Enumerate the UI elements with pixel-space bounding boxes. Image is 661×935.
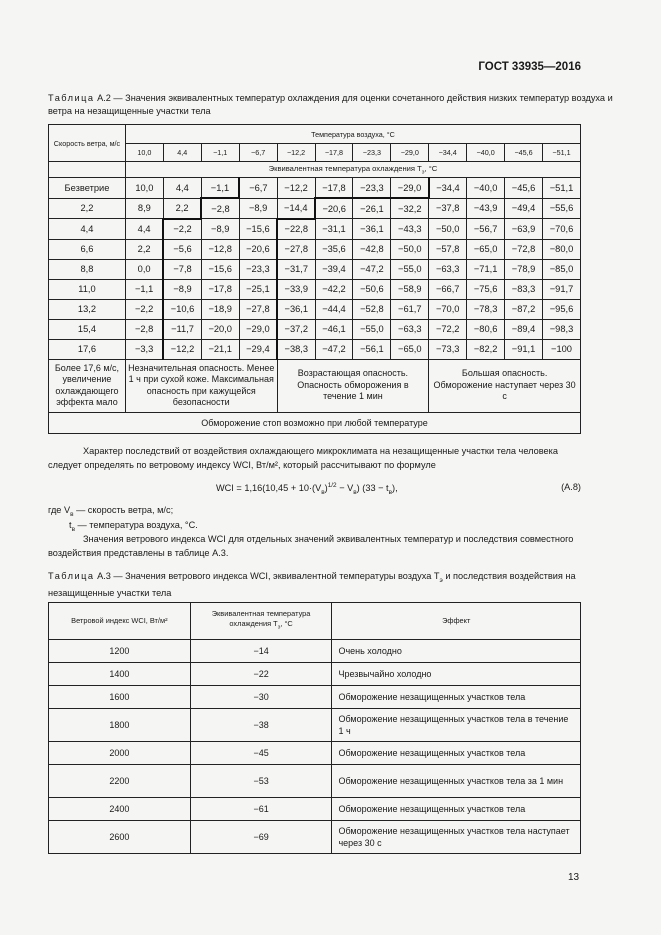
equiv-temp-cell: −85,0	[542, 259, 580, 279]
equiv-temp-cell: −87,2	[505, 299, 543, 319]
equiv-temp-cell: −80,6	[467, 319, 505, 339]
equiv-temp-cell: −12,2	[277, 178, 315, 199]
wci-header: Ветровой индекс WCI, Вт/м²	[49, 603, 191, 640]
effect-cell: Обморожение незащищенных участков тела наступает через 30 с	[332, 821, 581, 854]
page-number: 13	[568, 872, 580, 883]
equiv-temp-cell: −12,2	[163, 339, 201, 359]
table-row	[49, 259, 581, 279]
wind-speed-cell: 8,8	[49, 259, 126, 279]
equiv-temp-cell: −63,9	[505, 219, 543, 240]
air-temp-1: 4,4	[163, 144, 201, 162]
equiv-temp-cell: −37,2	[277, 319, 315, 339]
table-row	[49, 198, 581, 219]
wci-cell: 2600	[49, 821, 191, 854]
wci-cell: 2400	[49, 798, 191, 821]
equiv-temp-cell: −46,1	[315, 319, 353, 339]
equiv-temp-cell: −36,1	[277, 299, 315, 319]
desc-increasing-danger: Возрастающая опасность. Опасность обморожения в течение 1 мин	[277, 359, 429, 412]
effect-cell: Чрезвычайно холодно	[332, 663, 581, 686]
paragraph-table-ref: Значения ветрового индекса WCI для отдельных значений эквивалентных температур и последствия совместного воздействия представлены в таблице А.3.	[48, 534, 574, 558]
equiv-temp-cell: 4,4	[125, 219, 163, 240]
equiv-temp-cell: −58,9	[391, 279, 429, 299]
equiv-temp-cell: −17,8	[315, 178, 353, 199]
effect-cell: Обморожение незащищенных участков тела	[332, 686, 581, 709]
equiv-temp-cell: −15,6	[201, 259, 239, 279]
table-row	[49, 640, 581, 663]
table-row	[49, 821, 581, 854]
table-a2	[48, 124, 581, 434]
equiv-temp-cell: −95,6	[542, 299, 580, 319]
temp-cell: −30	[190, 686, 332, 709]
equiv-temp-cell: −36,1	[353, 219, 391, 240]
table-a2-caption: Таблица А.2 — Значения эквивалентных температур охлаждения для оценки сочетанного действия низких температур воздуха и ветра на незащищенные участки тела	[48, 93, 613, 116]
equiv-temp-cell: −37,8	[429, 198, 467, 219]
standard-header: ГОСТ 33935—2016	[478, 61, 581, 73]
equiv-temp-cell: −23,3	[353, 178, 391, 199]
equiv-temp-cell: −27,8	[277, 239, 315, 259]
equiv-temp-cell: −89,4	[505, 319, 543, 339]
equiv-temp-cell: −78,3	[467, 299, 505, 319]
wind-speed-cell: 15,4	[49, 319, 126, 339]
table-row	[49, 798, 581, 821]
equiv-temp-cell: −47,2	[315, 339, 353, 359]
equiv-temp-cell: −14,4	[277, 198, 315, 219]
equiv-temp-cell: 10,0	[125, 178, 163, 199]
wind-speed-cell: Безветрие	[49, 178, 126, 199]
equiv-temp-cell: −27,8	[239, 299, 277, 319]
equiv-temp-cell: −17,8	[201, 279, 239, 299]
table-row	[49, 709, 581, 742]
temp-cell: −61	[190, 798, 332, 821]
equiv-temp-cell: −8,9	[163, 279, 201, 299]
wci-cell: 2200	[49, 765, 191, 798]
equiv-temp-cell: −49,4	[505, 198, 543, 219]
equiv-temp-cell: −35,6	[315, 239, 353, 259]
equiv-temp-cell: 8,9	[125, 198, 163, 219]
temp-cell: −45	[190, 742, 332, 765]
equiv-temp-header: Эквивалентная температура охлаждения $T_э$, °С	[125, 162, 580, 178]
where-wind: где $V_в$ — скорость ветра, м/с;	[48, 505, 174, 518]
paragraph-wci-intro: Характер последствий от воздействия охлаждающего микроклимата на незащищенные участки тела человека следует определять по ветровому индексу WCI, Вт/м², который рассчитывают по формуле	[48, 446, 558, 470]
wci-cell: 1400	[49, 663, 191, 686]
equiv-temp-cell: −31,7	[277, 259, 315, 279]
equiv-temp-cell: −65,0	[467, 239, 505, 259]
equiv-temp-cell: −25,1	[239, 279, 277, 299]
temp-cell: −22	[190, 663, 332, 686]
wci-cell: 1200	[49, 640, 191, 663]
equiv-temp-cell: −31,1	[315, 219, 353, 240]
equiv-temp-cell: −20,6	[239, 239, 277, 259]
equiv-temp-cell: −83,3	[505, 279, 543, 299]
desc-over-17: Более 17,6 м/с, увеличение охлаждающего эффекта мало	[49, 359, 126, 412]
equiv-temp-cell: −82,2	[467, 339, 505, 359]
wind-speed-cell: 13,2	[49, 299, 126, 319]
equiv-temp-cell: −45,6	[505, 178, 543, 199]
equiv-temp-cell: −70,0	[429, 299, 467, 319]
equiv-temp-cell: −44,4	[315, 299, 353, 319]
equiv-temp-cell: −56,1	[353, 339, 391, 359]
table-a3	[48, 602, 581, 854]
equiv-temp-cell: −63,3	[391, 319, 429, 339]
equiv-temp-cell: −100	[542, 339, 580, 359]
equiv-temp-cell: −80,0	[542, 239, 580, 259]
equiv-temp-cell: −50,0	[391, 239, 429, 259]
air-temp-9: −40,0	[467, 144, 505, 162]
equiv-temp-cell: −34,4	[429, 178, 467, 199]
equiv-temp-cell: −43,3	[391, 219, 429, 240]
air-temp-7: −29,0	[391, 144, 429, 162]
temp-cell: −69	[190, 821, 332, 854]
table-row	[49, 178, 581, 199]
desc-low-danger: Незначительная опасность. Менее 1 ч при сухой коже. Максимальная опасность при кажущейся безопасности	[125, 359, 277, 412]
air-temp-0: 10,0	[125, 144, 163, 162]
equiv-temp-cell: −26,1	[353, 198, 391, 219]
equiv-temp-cell: −55,6	[542, 198, 580, 219]
wci-cell: 1600	[49, 686, 191, 709]
equiv-temp-cell: −50,6	[353, 279, 391, 299]
equiv-temp-cell: −61,7	[391, 299, 429, 319]
equiv-temp-cell: −12,8	[201, 239, 239, 259]
equiv-temp-cell: −72,2	[429, 319, 467, 339]
table-a2-footer: Обморожение стоп возможно при любой температуре	[49, 412, 581, 433]
equiv-temp-cell: −47,2	[353, 259, 391, 279]
wind-speed-cell: 2,2	[49, 198, 126, 219]
wind-speed-cell: 6,6	[49, 239, 126, 259]
equiv-temp-cell: −70,6	[542, 219, 580, 240]
effect-cell: Очень холодно	[332, 640, 581, 663]
equiv-temp-cell: −32,2	[391, 198, 429, 219]
equiv-temp-cell: −2,8	[125, 319, 163, 339]
wci-cell: 1800	[49, 709, 191, 742]
equiv-temp-cell: −91,1	[505, 339, 543, 359]
equiv-temp-cell: −2,2	[125, 299, 163, 319]
temp-cell: −53	[190, 765, 332, 798]
equiv-temp-cell: −5,6	[163, 239, 201, 259]
effect-cell: Обморожение незащищенных участков тела	[332, 742, 581, 765]
equiv-temp-cell: 2,2	[163, 198, 201, 219]
where-temp: $t_в$ — температура воздуха, °С.	[69, 520, 198, 533]
equiv-temp-cell: −1,1	[201, 178, 239, 199]
equiv-temp-cell: −21,1	[201, 339, 239, 359]
equiv-temp-cell: −15,6	[239, 219, 277, 240]
wci-cell: 2000	[49, 742, 191, 765]
wind-speed-header: Скорость ветра, м/с	[49, 125, 126, 162]
equiv-temp-cell: −20,6	[315, 198, 353, 219]
equiv-temp-cell: −8,9	[239, 198, 277, 219]
equiv-temp-cell: −43,9	[467, 198, 505, 219]
effect-cell: Обморожение незащищенных участков тела в течение 1 ч	[332, 709, 581, 742]
equiv-temp-cell: −50,0	[429, 219, 467, 240]
equiv-temp-cell: −7,8	[163, 259, 201, 279]
equiv-temp-col-header: Эквивалентная температура охлаждения $T_э$, °С	[190, 603, 332, 640]
equiv-temp-cell: −38,3	[277, 339, 315, 359]
table-a3-caption: Таблица А.3 — Значения ветрового индекса WCI, эквивалентной температуры воздуха $T_э$ и последствия воздействия на незащищенные участки тела	[48, 571, 576, 598]
equiv-temp-cell: −98,3	[542, 319, 580, 339]
formula-number: (А.8)	[561, 482, 581, 492]
equiv-temp-cell: −29,4	[239, 339, 277, 359]
equiv-temp-cell: 0,0	[125, 259, 163, 279]
equiv-temp-cell: −42,8	[353, 239, 391, 259]
air-temp-10: −45,6	[505, 144, 543, 162]
temp-cell: −38	[190, 709, 332, 742]
equiv-temp-cell: −29,0	[391, 178, 429, 199]
equiv-temp-cell: −55,0	[391, 259, 429, 279]
wind-speed-cell: 4,4	[49, 219, 126, 240]
formula-wci: WCI = $1,16(10,45 + 10\cdot(V_в)^{1/2} - V_в)$ $(33 - t_в)$,	[216, 482, 398, 496]
table-row	[49, 742, 581, 765]
equiv-temp-cell: −22,8	[277, 219, 315, 240]
table-row	[49, 299, 581, 319]
equiv-temp-cell: 4,4	[163, 178, 201, 199]
air-temp-11: −51,1	[542, 144, 580, 162]
equiv-temp-cell: −71,1	[467, 259, 505, 279]
equiv-temp-cell: −75,6	[467, 279, 505, 299]
table-row	[49, 219, 581, 240]
equiv-temp-cell: −8,9	[201, 219, 239, 240]
equiv-temp-cell: −20,0	[201, 319, 239, 339]
equiv-temp-cell: −1,1	[125, 279, 163, 299]
equiv-temp-cell: −33,9	[277, 279, 315, 299]
air-temp-5: −17,8	[315, 144, 353, 162]
table-row	[49, 239, 581, 259]
air-temp-4: −12,2	[277, 144, 315, 162]
wind-speed-cell: 11,0	[49, 279, 126, 299]
equiv-temp-cell: −56,7	[467, 219, 505, 240]
air-temp-8: −34,4	[429, 144, 467, 162]
equiv-temp-cell: −2,8	[201, 198, 239, 219]
equiv-temp-cell: −39,4	[315, 259, 353, 279]
equiv-temp-cell: −11,7	[163, 319, 201, 339]
equiv-temp-cell: −42,2	[315, 279, 353, 299]
equiv-temp-cell: −3,3	[125, 339, 163, 359]
air-temp-3: −6,7	[239, 144, 277, 162]
equiv-temp-cell: −66,7	[429, 279, 467, 299]
equiv-temp-cell: −91,7	[542, 279, 580, 299]
temp-cell: −14	[190, 640, 332, 663]
equiv-temp-cell: −2,2	[163, 219, 201, 240]
equiv-temp-cell: −65,0	[391, 339, 429, 359]
equiv-temp-cell: −40,0	[467, 178, 505, 199]
effect-header: Эффект	[332, 603, 581, 640]
table-row	[49, 765, 581, 798]
equiv-temp-cell: −55,0	[353, 319, 391, 339]
table-row	[49, 279, 581, 299]
equiv-temp-cell: −63,3	[429, 259, 467, 279]
table-row	[49, 319, 581, 339]
desc-high-danger: Большая опасность. Обморожение наступает через 30 с	[429, 359, 581, 412]
table-row	[49, 686, 581, 709]
equiv-temp-cell: −18,9	[201, 299, 239, 319]
equiv-temp-cell: −78,9	[505, 259, 543, 279]
table-row	[49, 663, 581, 686]
equiv-temp-cell: 2,2	[125, 239, 163, 259]
effect-cell: Обморожение незащищенных участков тела за 1 мин	[332, 765, 581, 798]
equiv-temp-cell: −52,8	[353, 299, 391, 319]
equiv-temp-cell: −29,0	[239, 319, 277, 339]
equiv-temp-cell: −23,3	[239, 259, 277, 279]
air-temp-header: Температура воздуха, °С	[125, 125, 580, 144]
wind-speed-cell: 17,6	[49, 339, 126, 359]
equiv-temp-cell: −72,8	[505, 239, 543, 259]
air-temp-2: −1,1	[201, 144, 239, 162]
table-row	[49, 339, 581, 359]
effect-cell: Обморожение незащищенных участков тела	[332, 798, 581, 821]
equiv-temp-cell: −6,7	[239, 178, 277, 199]
equiv-temp-cell: −73,3	[429, 339, 467, 359]
equiv-temp-cell: −51,1	[542, 178, 580, 199]
air-temp-6: −23,3	[353, 144, 391, 162]
equiv-temp-cell: −57,8	[429, 239, 467, 259]
equiv-temp-cell: −10,6	[163, 299, 201, 319]
